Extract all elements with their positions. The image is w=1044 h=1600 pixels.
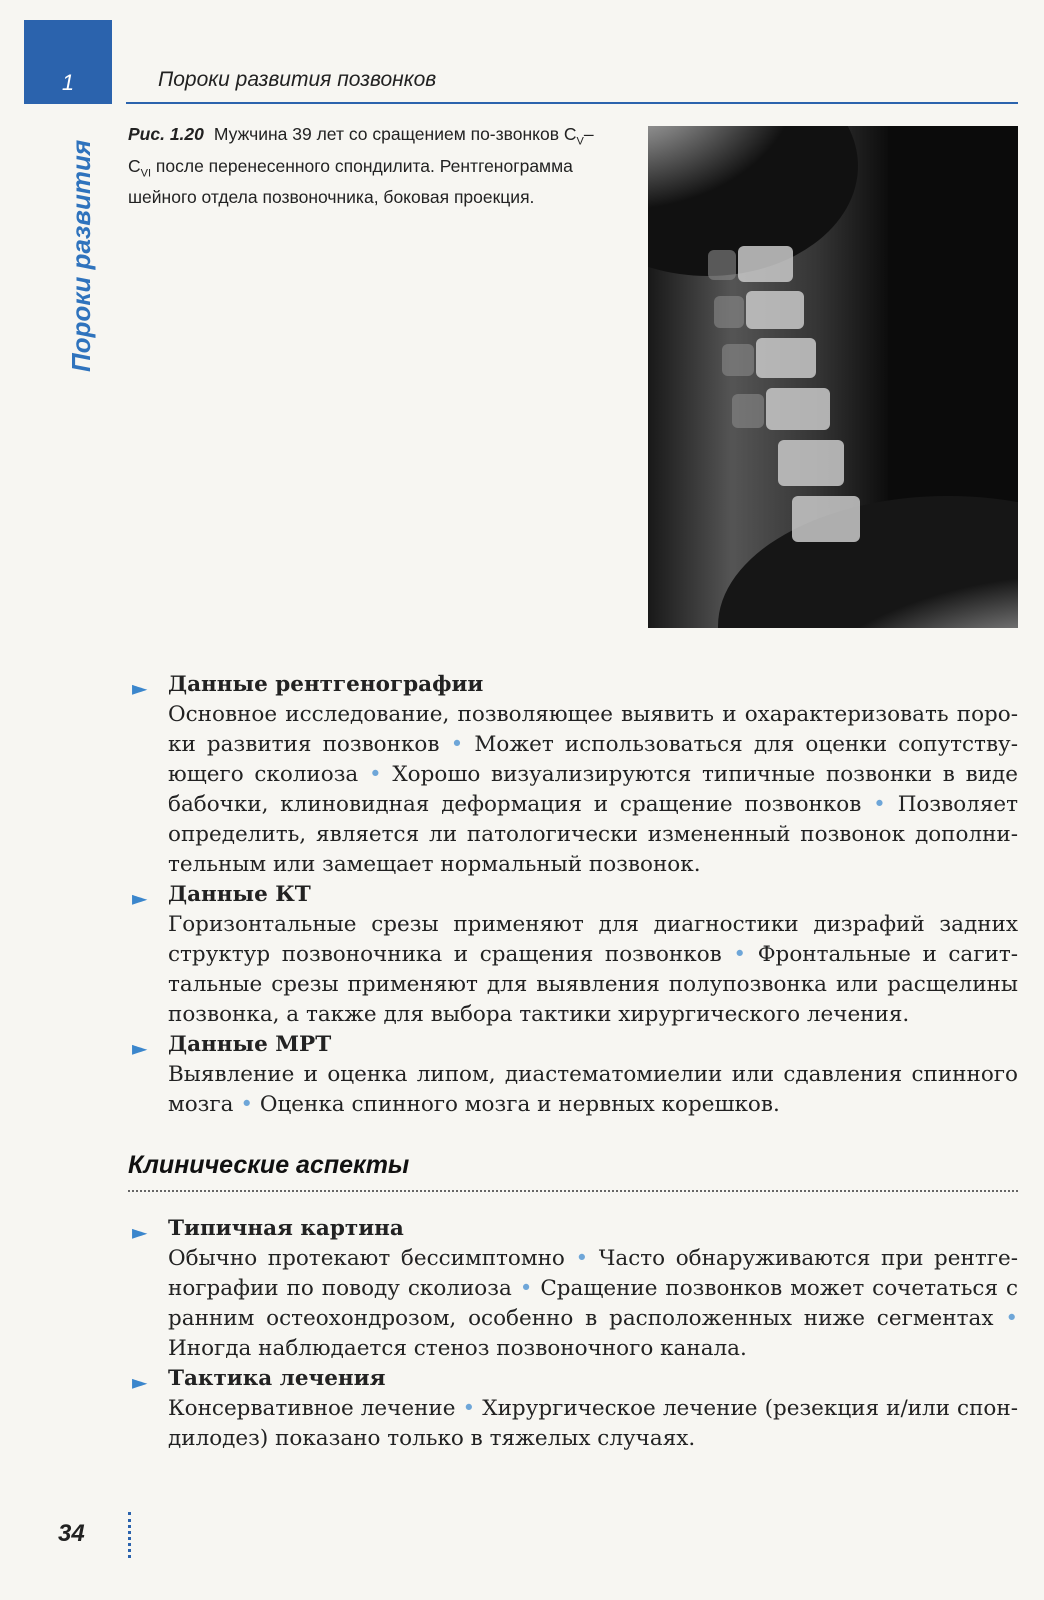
dotted-divider <box>128 1190 1018 1192</box>
caption-text-2: после перенесенного спондилита. Рентгенограмма шейного отдела позвоночника, боковая проекция. <box>128 155 573 207</box>
section-ct-findings <box>128 880 1018 1030</box>
page-number: 34 <box>58 1520 85 1547</box>
section-body: Консервативное лечение • Хирургическое лечение (резекция и/или спондилодез) показано только в тяжелых случаях. <box>168 1396 1018 1451</box>
side-chapter-label: Пороки развития <box>66 139 96 372</box>
clinical-aspects-title: Клинические аспекты <box>128 1151 410 1179</box>
bullet-dot-icon: • <box>240 1092 254 1117</box>
section-body: Горизонтальные срезы применяют для диагностики дизрафий задних структур позвоночника и сращения позвонков • Фронтальные и сагиттальные срезы применяют для выявления полупозвонка или расщелины позвонка, а также для выбора тактики хирургического лечения. <box>168 912 1018 1027</box>
figure-label: Рис. 1.20 <box>128 124 204 144</box>
bullet-dot-icon: • <box>873 792 886 817</box>
section-heading: Данные рентгенографии <box>168 672 484 697</box>
section-heading: Данные МРТ <box>168 1032 332 1057</box>
section-heading: Тактика лечения <box>168 1366 386 1391</box>
section-xray-findings <box>128 670 1018 880</box>
bullet-dot-icon: • <box>575 1246 589 1271</box>
running-title: Пороки развития позвонков <box>158 68 437 91</box>
xray-image <box>648 126 1018 628</box>
triangle-bullet-icon: ► <box>132 676 148 700</box>
main-content <box>128 670 1018 1454</box>
section-body: Основное исследование, позволяющее выявить и охарактеризовать пороки развития позвонков • Может использоваться для оценки сопутствующего сколиоза • Хорошо визуализируются типичные позвонки в виде бабочки, клиновидная деформация и сращение позвонков • Позволяет определить, является ли патологически измененный позвонок дополнительным или замещает нормальный позвонок. <box>168 702 1019 877</box>
chapter-number: 1 <box>61 70 75 95</box>
header-rule <box>126 102 1018 104</box>
page-dots-decoration <box>128 1512 131 1558</box>
section-mri-findings <box>128 1030 1018 1120</box>
figure-caption <box>128 122 608 209</box>
bullet-dot-icon: • <box>519 1276 533 1301</box>
caption-sub-2: VI <box>140 167 152 179</box>
bullet-dot-icon: • <box>1005 1306 1018 1331</box>
chapter-tab <box>24 20 112 104</box>
section-body: Выявление и оценка липом, диастематомиелии или сдавления спинного мозга • Оценка спинного мозга и нервных корешков. <box>168 1062 1018 1117</box>
caption-dash: –C <box>128 124 594 176</box>
triangle-bullet-icon: ► <box>132 1220 148 1244</box>
triangle-bullet-icon: ► <box>132 886 148 910</box>
section-heading: Типичная картина <box>168 1216 404 1241</box>
caption-text-1: Мужчина 39 лет со сращением по-звонков C <box>213 124 577 144</box>
section-typical-picture <box>128 1214 1018 1364</box>
bullet-dot-icon: • <box>733 942 747 967</box>
section-body: Обычно протекают бессимптомно • Часто обнаруживаются при рентгенографии по поводу сколиоза • Сращение позвонков может сочетаться с ранним остеохондрозом, особенно в расположенных ниже сегментах • Иногда наблюдается стеноз позвоночного канала. <box>168 1246 1018 1361</box>
triangle-bullet-icon: ► <box>132 1036 148 1060</box>
bullet-dot-icon: • <box>462 1396 476 1421</box>
bullet-dot-icon: • <box>368 762 382 787</box>
bullet-dot-icon: • <box>450 732 464 757</box>
caption-sub-1: V <box>576 135 584 148</box>
triangle-bullet-icon: ► <box>132 1370 148 1394</box>
section-treatment <box>128 1364 1018 1454</box>
section-heading: Данные КТ <box>168 882 311 907</box>
